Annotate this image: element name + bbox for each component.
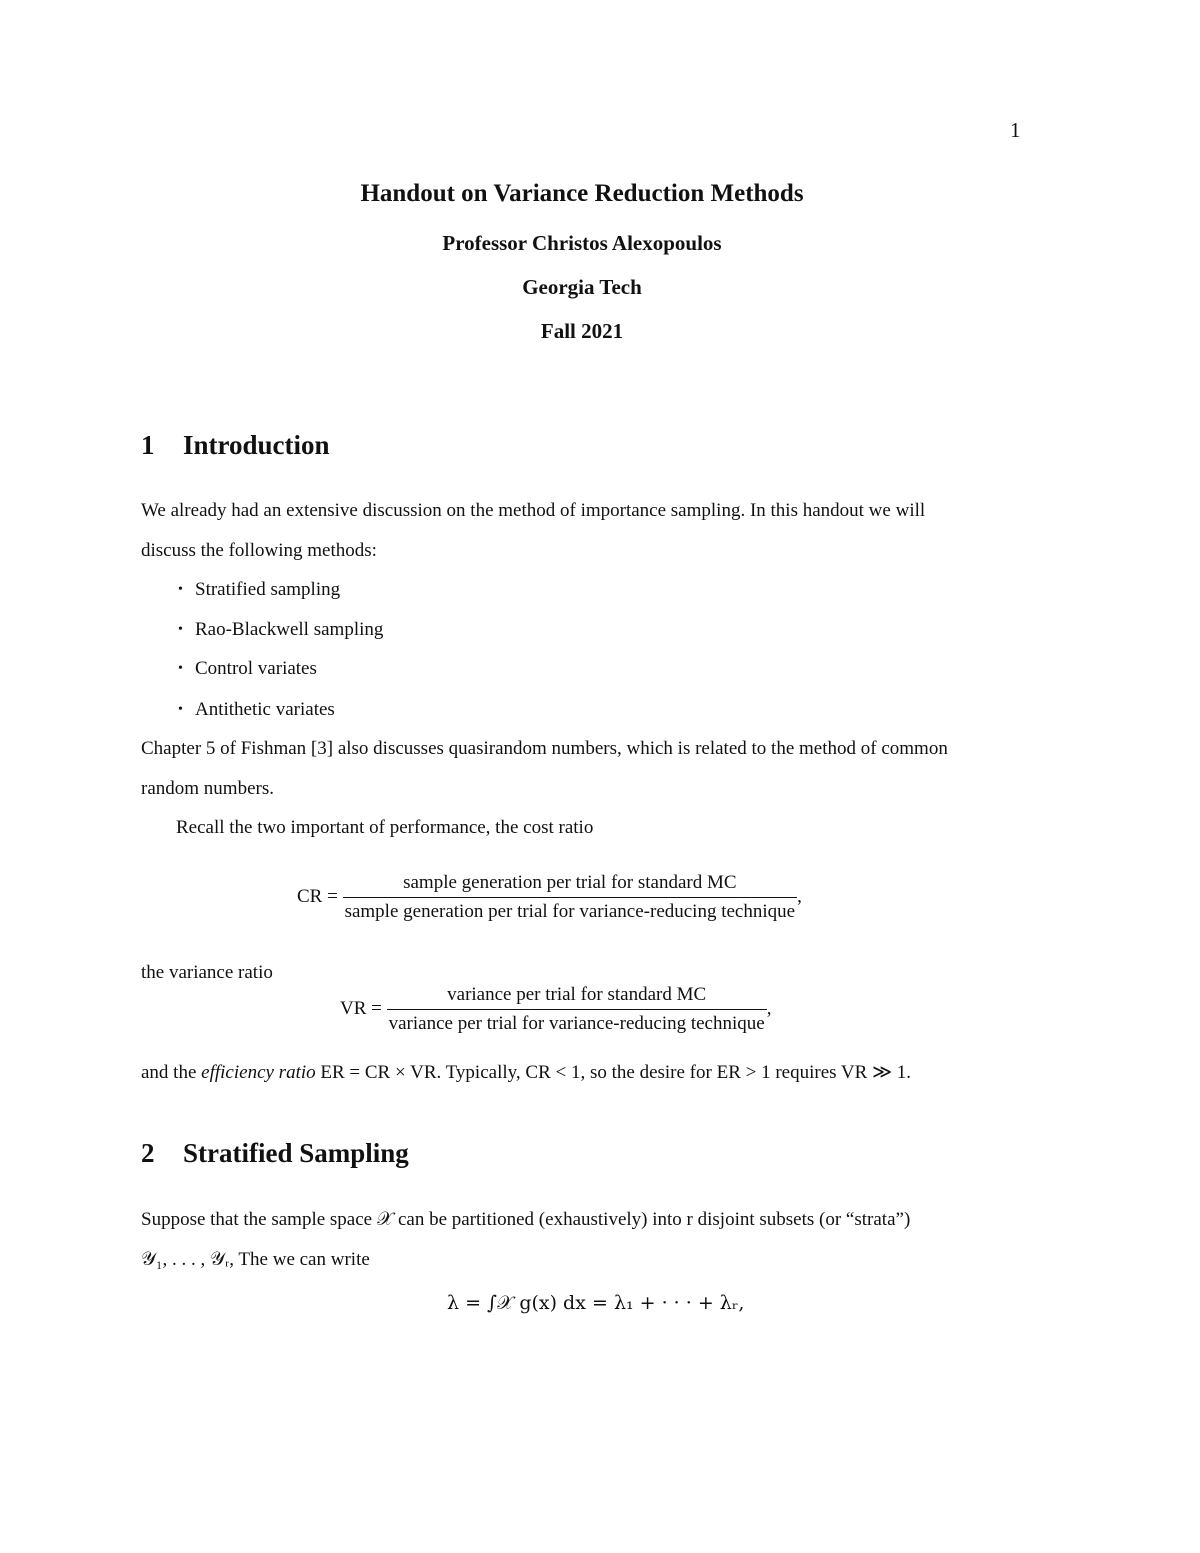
author-name: Professor Christos Alexopoulos bbox=[442, 231, 722, 255]
paragraph-line: Chapter 5 of Fishman [3] also discusses quasirandom numbers, which is related to the method of common bbox=[141, 738, 948, 759]
term: Fall 2021 bbox=[540, 319, 624, 343]
numerator: sample generation per trial for standard MC bbox=[343, 872, 798, 898]
paragraph-line: Recall the two important of performance, the cost ratio bbox=[176, 817, 594, 838]
paragraph-line: random numbers. bbox=[141, 778, 274, 799]
denominator: variance per trial for variance-reducing technique bbox=[388, 1013, 765, 1034]
equation-lhs: CR = bbox=[297, 885, 338, 907]
fraction bbox=[387, 984, 767, 1035]
section-number: 1 bbox=[141, 430, 155, 460]
section-title: Introduction bbox=[183, 430, 330, 460]
emphasized-term: efficiency ratio bbox=[201, 1062, 316, 1083]
stratified-equation: λ = ∫𝒳 g(x) dx = λ₁ + · · · + λᵣ, bbox=[447, 1292, 745, 1314]
document-page: 1 Handout on Variance Reduction Methods Professor Christos Alexopoulos Georgia Tech Fall 2021 1 Introduction We already had an extensive discussion on the method of importance sampling. In this handout we will discuss the following methods: Stratified sampling Rao-Blackwell sampling Control variates Antithetic variates Chapter 5 of Fishman [3] also discusses quasirandom numbers, which is related to the method of common random numbers. Recall the two important of performance, the cost ratio CR = $\frac{\text{sample generation per trial for standard MC}}{\text{sample generation per trial for variance-reducing technique}}$ , the variance ratio VR = $\frac{\text{variance per trial for standard MC}}{\text{variance per trial for variance-reducing technique}}$ , and the efficiency ratio ER = CR × VR. Typically, CR < 1, so the desire for ER > 1 requires VR ≫ 1. 2 Stratified Sampling Suppose that the sample space 𝒳 can be partitioned (exhaustively) into r disjoint subsets (or “strata”) 𝒴₁, . . . , 𝒴ᵣ, The we can write λ = ∫𝒳 g(x) dx = λ₁ + · · · + λᵣ, bbox=[0, 0, 1200, 1553]
numerator: variance per trial for standard MC bbox=[387, 984, 767, 1010]
efficiency-ratio-line: and the efficiency ratio ER = CR × VR. Typically, CR < 1, so the desire for ER > 1 requires VR ≫ 1. bbox=[141, 1062, 911, 1083]
variance-ratio-equation: VR = $\frac{\text{variance per trial for standard MC}}{\text{variance per trial for variance-reducing technique}}$ , bbox=[340, 984, 772, 1034]
paragraph-line: the variance ratio bbox=[141, 962, 273, 983]
fraction bbox=[343, 872, 798, 923]
section-heading-stratified-sampling bbox=[141, 1138, 409, 1169]
paragraph-line: Suppose that the sample space 𝒳 can be partitioned (exhaustively) into r disjoint subsets (or “strata”) bbox=[141, 1209, 911, 1230]
paragraph-line: discuss the following methods: bbox=[141, 540, 377, 561]
section-heading-introduction bbox=[141, 430, 330, 461]
denominator: sample generation per trial for variance-reducing technique bbox=[344, 901, 796, 922]
paragraph-line: 𝒴₁, . . . , 𝒴ᵣ, The we can write bbox=[141, 1249, 370, 1270]
document-title: Handout on Variance Reduction Methods bbox=[360, 180, 804, 207]
paragraph-line: We already had an extensive discussion on the method of importance sampling. In this handout we will bbox=[141, 500, 926, 521]
equation-lhs: VR = bbox=[340, 997, 382, 1019]
institution: Georgia Tech bbox=[522, 275, 642, 299]
section-number: 2 bbox=[141, 1138, 155, 1168]
section-title: Stratified Sampling bbox=[183, 1138, 409, 1168]
page-number: 1 bbox=[1010, 118, 1021, 142]
cost-ratio-equation: CR = $\frac{\text{sample generation per trial for standard MC}}{\text{sample generation per trial for variance-reducing technique}}$ , bbox=[297, 872, 802, 922]
